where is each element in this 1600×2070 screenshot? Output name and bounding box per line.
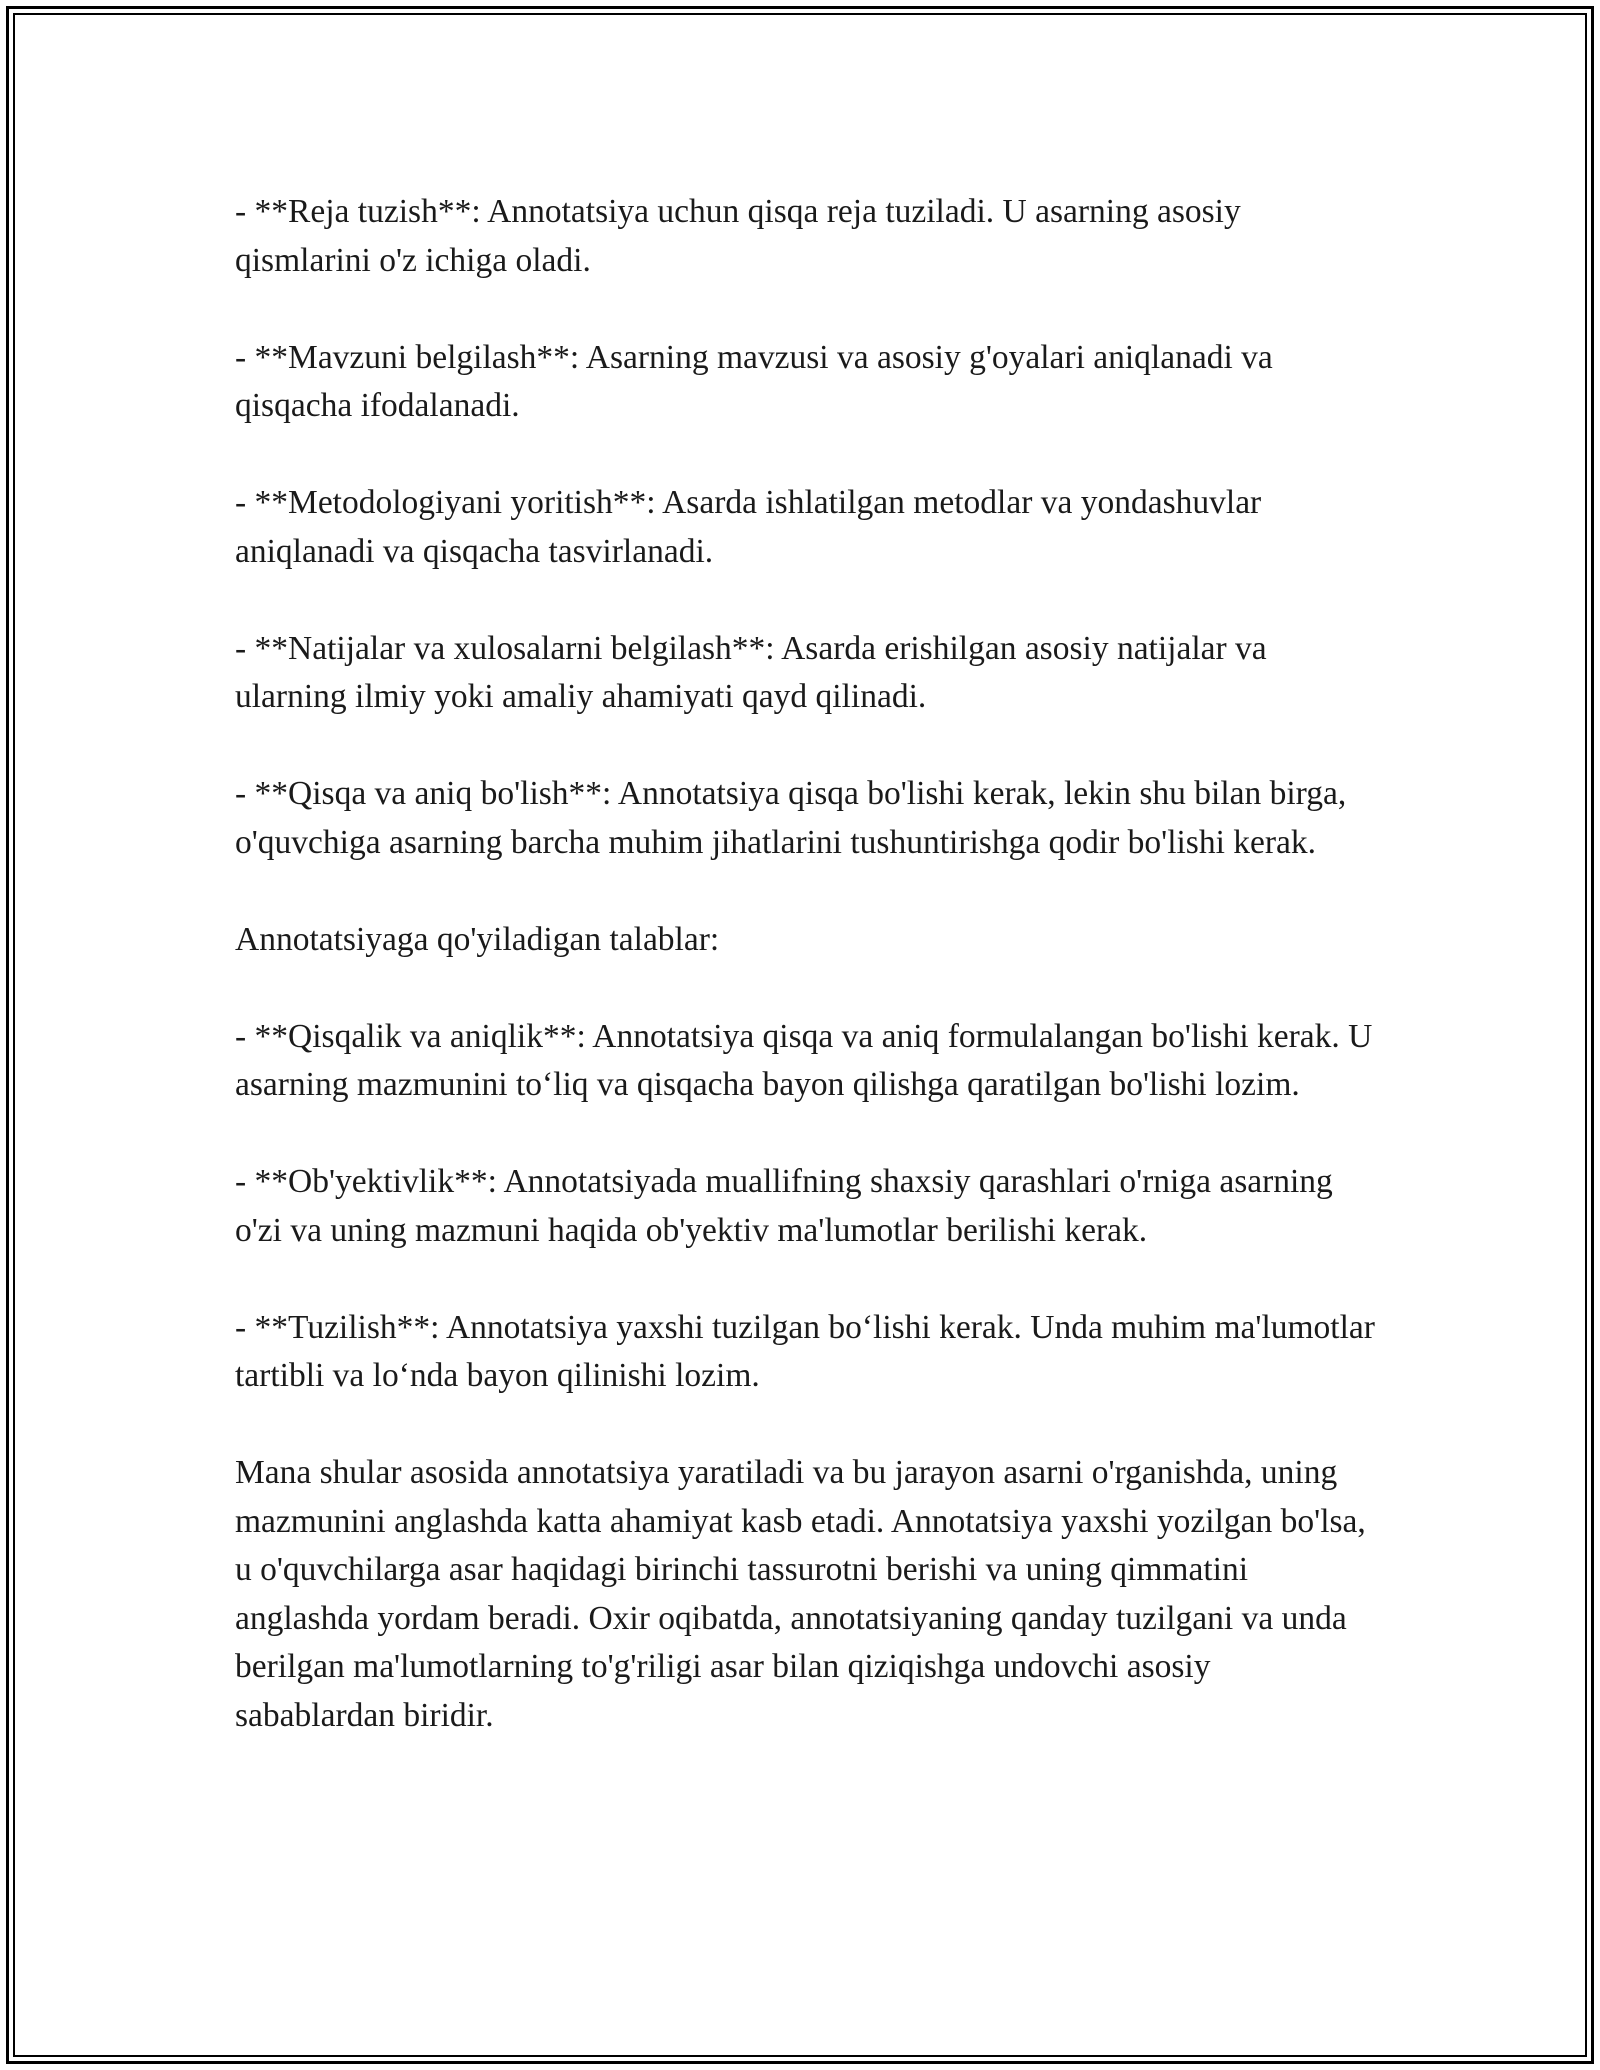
paragraph-conclusion: Mana shular asosida annotatsiya yaratiladi va bu jarayon asarni o'rganishda, uning mazmunini anglashda katta ahamiyat kasb etadi. Annotatsiya yaxshi yozilgan bo'lsa, u o'quvchilarga asar haqidagi birinchi tassurotni berishi va uning qimmatini anglashda yordam beradi. Oxir oqibatda, annotatsiyaning qanday tuzilgani va unda berilgan ma'lumotlarning to'g'riligi asar bilan qiziqishga undovchi asosiy sabablardan biridir.	[235, 1454, 1366, 1734]
section-heading-talablar: Annotatsiyaga qo'yiladigan talablar:	[235, 920, 720, 958]
paragraph-mavzuni-belgilash: - **Mavzuni belgilash**: Asarning mavzusi va asosiy g'oyalari aniqlanadi va qisqacha ifodalanadi.	[235, 338, 1273, 424]
paragraph-obyektivlik: - **Ob'yektivlik**: Annotatsiyada muallifning shaxsiy qarashlari o'rniga asarning o'zi va uning mazmuni haqida ob'yektiv ma'lumotlar berilishi kerak.	[235, 1163, 1333, 1249]
paragraph-metodologiyani-yoritish: - **Metodologiyani yoritish**: Asarda ishlatilgan metodlar va yondashuvlar aniqlanadi va qisqacha tasvirlanadi.	[235, 484, 1262, 570]
document-body	[235, 188, 1375, 1740]
paragraph-tuzilish: - **Tuzilish**: Annotatsiya yaxshi tuzilgan bo‘lishi kerak. Unda muhim ma'lumotlar tartibli va lo‘nda bayon qilinishi lozim.	[235, 1308, 1375, 1394]
paragraph-qisqalik-aniqlik: - **Qisqalik va aniqlik**: Annotatsiya qisqa va aniq formulalangan bo'lishi kerak. U asarning mazmunini to‘liq va qisqacha bayon qilishga qaratilgan bo'lishi lozim.	[235, 1017, 1373, 1103]
paragraph-qisqa-aniq: - **Qisqa va aniq bo'lish**: Annotatsiya qisqa bo'lishi kerak, lekin shu bilan birga, o'quvchiga asarning barcha muhim jihatlarini tushuntirishga qodir bo'lishi kerak.	[235, 775, 1347, 861]
paragraph-reja-tuzish: - **Reja tuzish**: Annotatsiya uchun qisqa reja tuziladi. U asarning asosiy qismlarini o'z ichiga oladi.	[235, 193, 1241, 279]
paragraph-natijalar-xulosalar: - **Natijalar va xulosalarni belgilash**: Asarda erishilgan asosiy natijalar va ularning ilmiy yoki amaliy ahamiyati qayd qilinadi.	[235, 629, 1267, 715]
